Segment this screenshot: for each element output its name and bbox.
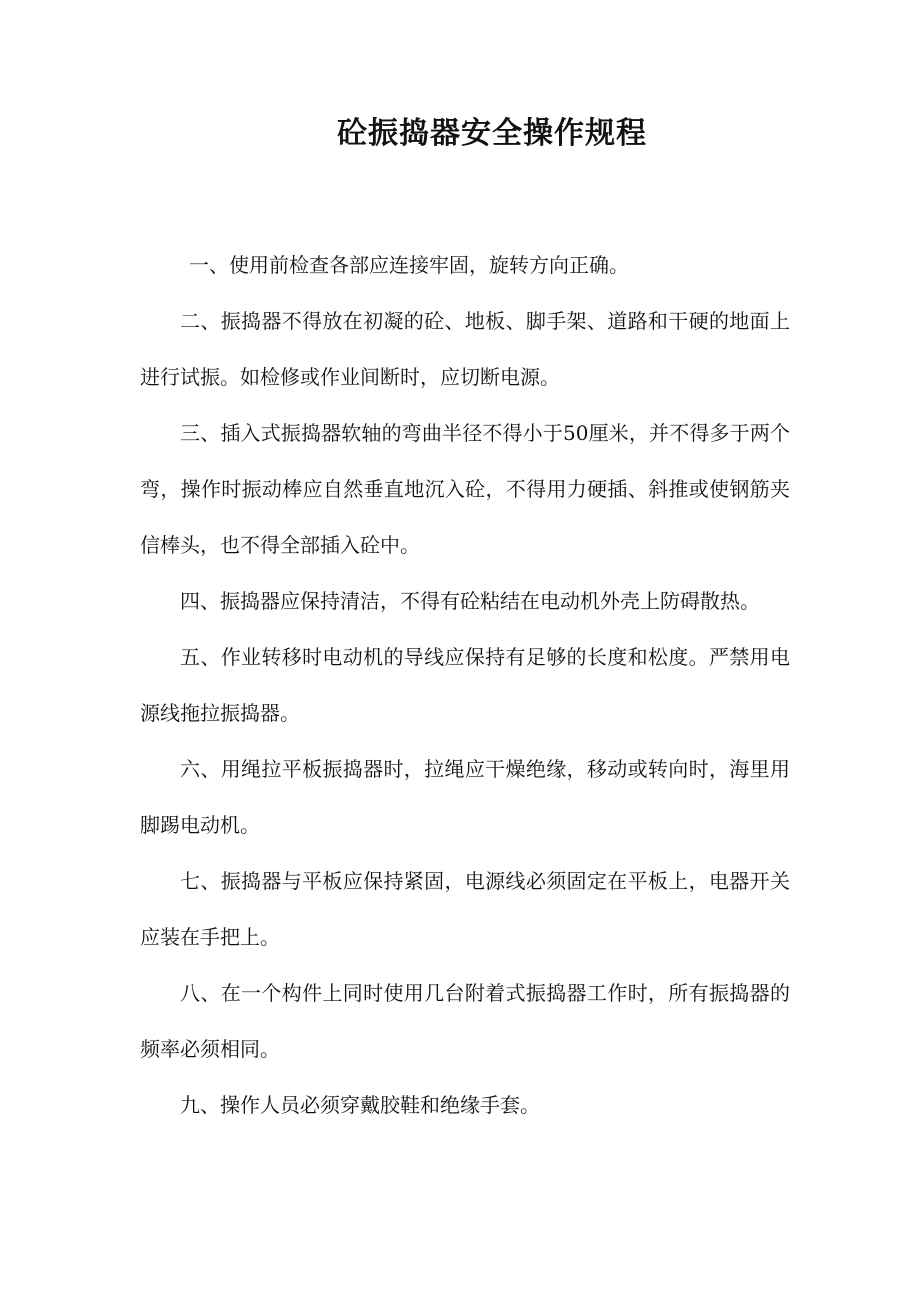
- paragraph-5: 五、作业转移时电动机的导线应保持有足够的长度和松度。严禁用电源线拖拉振捣器。: [140, 645, 790, 725]
- document-body: [140, 237, 790, 1133]
- paragraph-9: 九、操作人员必须穿戴胶鞋和绝缘手套。: [180, 1093, 540, 1117]
- paragraph-6: 六、用绳拉平板振捣器时，拉绳应干燥绝缘，移动或转向时，海里用脚踢电动机。: [140, 757, 790, 837]
- paragraph-2: 二、振捣器不得放在初凝的砼、地板、脚手架、道路和干硬的地面上进行试振。如检修或作业间断时，应切断电源。: [140, 309, 790, 389]
- paragraph-1: 一、使用前检查各部应连接牢固，旋转方向正确。: [189, 253, 629, 277]
- paragraph-4: 四、振捣器应保持清洁，不得有砼粘结在电动机外壳上防碍散热。: [180, 589, 760, 613]
- document-title: 砼振捣器安全操作规程: [337, 116, 647, 151]
- paragraph-7: 七、振捣器与平板应保持紧固，电源线必须固定在平板上，电器开关应装在手把上。: [140, 869, 790, 949]
- paragraph-8: 八、在一个构件上同时使用几台附着式振捣器工作时，所有振捣器的频率必须相同。: [140, 981, 790, 1061]
- paragraph-3: 三、插入式振捣器软轴的弯曲半径不得小于50厘米，并不得多于两个弯，操作时振动棒应自然垂直地沉入砼，不得用力硬插、斜推或使钢筋夹信棒头，也不得全部插入砼中。: [140, 421, 790, 557]
